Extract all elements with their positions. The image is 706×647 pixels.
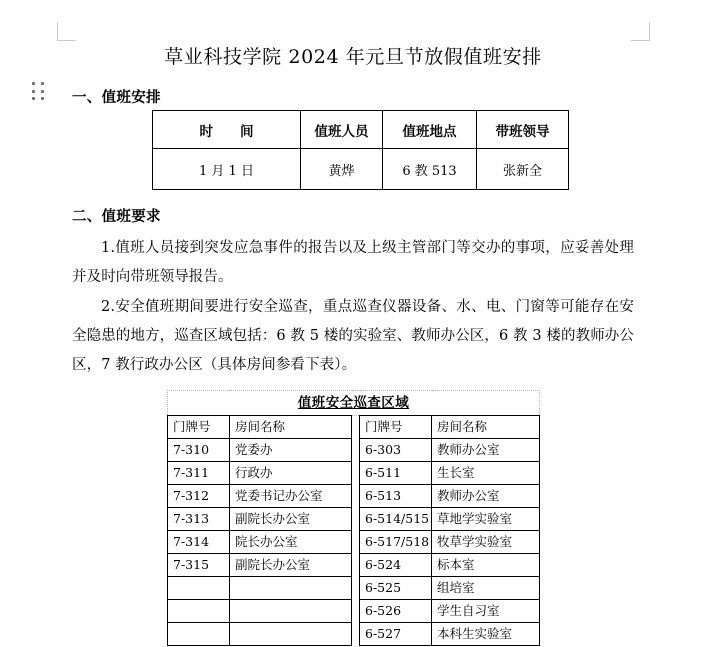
patrol-right-id: 6-303 [360,439,432,462]
patrol-column-gap [352,439,360,462]
patrol-column-gap [352,623,360,646]
table-row [168,439,540,462]
table-row [168,577,540,600]
patrol-left-name: 党委办 [230,439,352,462]
patrol-left-name [230,623,352,646]
patrol-left-id: 7-314 [168,531,230,554]
handle-dot [32,97,35,100]
patrol-right-name: 教师办公室 [432,485,540,508]
patrol-right-name: 生长室 [432,462,540,485]
table-row [168,508,540,531]
duty-arrangement-table [152,110,569,190]
patrol-right-name: 本科生实验室 [432,623,540,646]
section-heading-duty-requirements: 二、值班要求 [72,208,161,225]
patrol-left-name [230,600,352,623]
table-header-row [153,111,569,149]
patrol-table-title: 值班安全巡查区域 [297,394,410,411]
patrol-column-gap [352,554,360,577]
patrol-column-gap [352,508,360,531]
patrol-table-title-row [168,391,540,416]
patrol-column-gap [352,416,360,439]
paragraph-requirement-2: 2.安全值班期间要进行安全巡查，重点巡查仪器设备、水、电、门窗等可能存在安全隐患的地方，巡查区域包括：6 教 5 楼的实验室、教师办公区，6 教 3 楼的教师办公区，7 教行政办公区（具体房间参看下表）。 [72,299,634,373]
patrol-left-name: 党委书记办公室 [230,485,352,508]
paragraph-requirement-1: 1.值班人员接到突发应急事件的报告以及上级主管部门等交办的事项，应妥善处理并及时向带班领导报告。 [72,240,634,285]
patrol-left-col-id: 门牌号 [168,416,230,439]
patrol-left-name: 副院长办公室 [230,554,352,577]
patrol-left-col-name: 房间名称 [230,416,352,439]
patrol-right-id: 6-527 [360,623,432,646]
page-corner-mark-top-left [57,22,76,41]
duty-cell-location: 6 教 513 [383,149,477,190]
patrol-right-id: 6-513 [360,485,432,508]
duty-cell-time: 1 月 1 日 [153,149,301,190]
patrol-left-id [168,577,230,600]
table-header-row [168,416,540,439]
patrol-left-id: 7-311 [168,462,230,485]
patrol-column-gap [352,600,360,623]
patrol-left-id: 7-313 [168,508,230,531]
patrol-table-title-cell [168,391,540,416]
patrol-right-id: 6-511 [360,462,432,485]
handle-dot [41,82,44,85]
table-row [153,149,569,190]
patrol-right-name: 牧草学实验室 [432,531,540,554]
patrol-left-id: 7-315 [168,554,230,577]
patrol-right-id: 6-524 [360,554,432,577]
patrol-left-id [168,623,230,646]
patrol-right-id: 6-526 [360,600,432,623]
table-row [168,623,540,646]
patrol-column-gap [352,577,360,600]
table-row [168,600,540,623]
patrol-right-name: 学生自习室 [432,600,540,623]
patrol-table-container [167,390,539,646]
handle-dot [41,90,44,93]
table-row [168,531,540,554]
patrol-right-col-id: 门牌号 [360,416,432,439]
patrol-left-name: 行政办 [230,462,352,485]
drag-handle-icon[interactable] [32,82,46,102]
patrol-right-id: 6-525 [360,577,432,600]
patrol-left-id: 7-312 [168,485,230,508]
patrol-left-id [168,600,230,623]
patrol-right-name: 草地学实验室 [432,508,540,531]
document-title: 草业科技学院 2024 年元旦节放假值班安排 [164,46,542,68]
table-row [168,462,540,485]
duty-cell-person: 黄烨 [301,149,383,190]
duty-col-location: 值班地点 [383,111,477,149]
patrol-column-gap [352,485,360,508]
patrol-column-gap [352,462,360,485]
patrol-right-name: 教师办公室 [432,439,540,462]
handle-dot [32,82,35,85]
patrol-right-id: 6-517/518 [360,531,432,554]
handle-dot [41,97,44,100]
duty-cell-leader: 张新全 [477,149,569,190]
patrol-area-table [167,390,540,646]
page-corner-mark-top-right [631,22,650,41]
table-row [168,485,540,508]
patrol-right-col-name: 房间名称 [432,416,540,439]
duty-col-person: 值班人员 [301,111,383,149]
patrol-left-name [230,577,352,600]
handle-dot [32,90,35,93]
patrol-column-gap [352,531,360,554]
patrol-left-name: 副院长办公室 [230,508,352,531]
duty-col-time: 时 间 [153,111,301,149]
patrol-right-id: 6-514/515 [360,508,432,531]
patrol-right-name: 组培室 [432,577,540,600]
patrol-left-name: 院长办公室 [230,531,352,554]
table-row [168,554,540,577]
duty-col-leader: 带班领导 [477,111,569,149]
section-heading-duty-arrangement: 一、值班安排 [72,89,161,106]
patrol-right-name: 标本室 [432,554,540,577]
patrol-left-id: 7-310 [168,439,230,462]
